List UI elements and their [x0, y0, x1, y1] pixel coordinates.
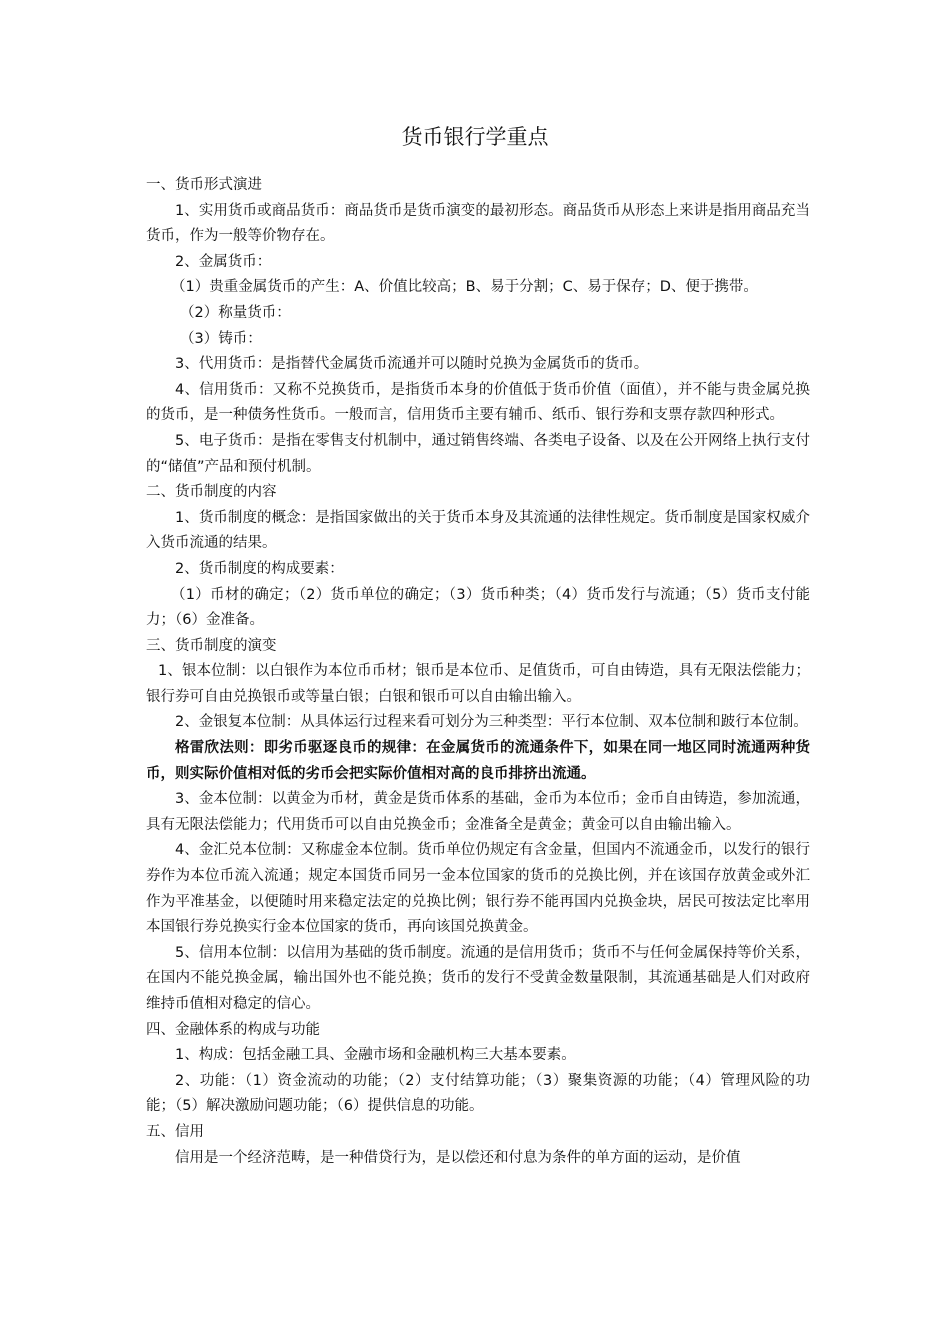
paragraph: 4、信用货币：又称不兑换货币，是指货币本身的价值低于货币价值（面值），并不能与贵金属兑换的货币，是一种债务性货币。一般而言，信用货币主要有辅币、纸币、银行券和支票存款四种形式。 — [146, 381, 810, 424]
paragraph: 2、功能：（1）资金流动的功能；（2）支付结算功能；（3）聚集资源的功能；（4）管理风险的功能；（5）解决激励问题功能；（6）提供信息的功能。 — [146, 1072, 810, 1115]
paragraph: 1、构成：包括金融工具、金融市场和金融机构三大基本要素。 — [175, 1047, 576, 1064]
document-title: 货币银行学重点 — [401, 125, 549, 149]
paragraph: 1、银本位制：以白银作为本位币币材；银币是本位币、足值货币，可自由铸造，具有无限法偿能力；银行券可自由兑换银币或等量白银；白银和银币可以自由输出输入。 — [146, 663, 810, 705]
paragraph: 3、金本位制：以黄金为币材，黄金是货币体系的基础，金币为本位币；金币自由铸造，参加流通，具有无限法偿能力；代用货币可以自由兑换金币；金准备全是黄金；黄金可以自由输出输入。 — [146, 791, 810, 833]
paragraph: （1）贵重金属货币的产生：A、价值比较高；B、易于分割；C、易于保存；D、便于携带。 — [171, 279, 758, 296]
paragraph: 1、实用货币或商品货币：商品货币是货币演变的最初形态。商品货币从形态上来讲是指用商品充当货币，作为一般等价物存在。 — [146, 202, 810, 245]
paragraph: 1、货币制度的概念：是指国家做出的关于货币本身及其流通的法律性规定。货币制度是国家权威介入货币流通的结果。 — [146, 509, 810, 552]
paragraph: 3、代用货币：是指替代金属货币流通并可以随时兑换为金属货币的货币。 — [175, 356, 649, 373]
paragraph: 4、金汇兑本位制：又称虚金本位制。货币单位仍规定有含金量，但国内不流通金币，以发行的银行券作为本位币流入流通；规定本国货币同另一金本位国家的货币的兑换比例，并在该国存放黄金或外汇作为平准基金，以便随时用来稳定法定的兑换比例；银行券不能再国内兑换金块，居民可按法定比率用本国银行券兑换实行金本位国家的货币，再向该国兑换黄金。 — [146, 842, 810, 936]
paragraph: 2、金银复本位制：从具体运行过程来看可划分为三种类型：平行本位制、双本位制和跛行本位制。 — [175, 714, 808, 731]
gresham-law-paragraph: 格雷欣法则：即劣币驱逐良币的规律：在金属货币的流通条件下，如果在同一地区同时流通两种货币，则实际价值相对低的劣币会把实际价值相对高的良币排挤出流通。 — [146, 740, 810, 782]
section-heading-1: 一、货币形式演进 — [146, 177, 262, 193]
document-body — [146, 173, 810, 1171]
paragraph: 2、金属货币： — [175, 253, 272, 270]
paragraph: 5、信用本位制：以信用为基础的货币制度。流通的是信用货币；货币不与任何金属保持等价关系，在国内不能兑换金属，输出国外也不能兑换；货币的发行不受黄金数量限制，其流通基础是人们对政府维持币值相对稳定的信心。 — [146, 944, 810, 1012]
section-heading-3: 三、货币制度的演变 — [146, 637, 277, 654]
paragraph: 2、货币制度的构成要素： — [175, 560, 344, 577]
paragraph: （1）币材的确定；（2）货币单位的确定；（3）货币种类；（4）货币发行与流通；（5）货币支付能力；（6）金准备。 — [146, 586, 810, 629]
section-heading-2: 二、货币制度的内容 — [146, 484, 277, 501]
paragraph: 信用是一个经济范畴，是一种借贷行为，是以偿还和付息为条件的单方面的运动，是价值 — [175, 1149, 741, 1166]
paragraph: （2）称量货币： — [180, 304, 291, 321]
paragraph: （3）铸币： — [180, 330, 262, 347]
section-heading-4: 四、金融体系的构成与功能 — [146, 1021, 320, 1038]
section-heading-5: 五、信用 — [146, 1123, 204, 1140]
paragraph: 5、电子货币：是指在零售支付机制中，通过销售终端、各类电子设备、以及在公开网络上执行支付的“储值”产品和预付机制。 — [146, 432, 810, 475]
